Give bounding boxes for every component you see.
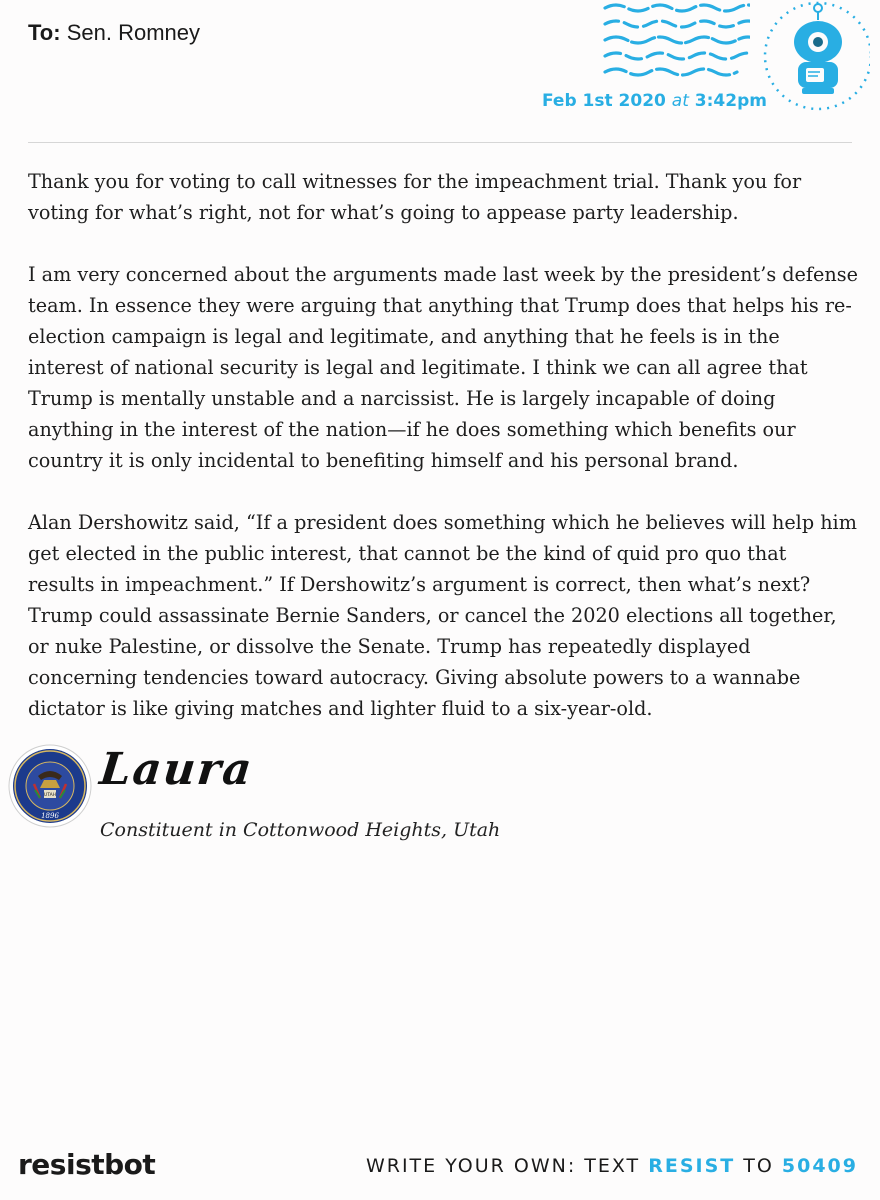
header-divider — [28, 142, 852, 143]
cta-to: TO — [743, 1155, 774, 1177]
postmark-at: at — [671, 91, 689, 111]
recipient-line — [28, 20, 200, 46]
cta-keyword: RESIST — [648, 1155, 736, 1177]
postmark-date-text: Feb 1st 2020 — [542, 91, 666, 111]
seal-utah-text: UTAH — [43, 793, 57, 798]
resistbot-logo: resistbot — [18, 1148, 156, 1181]
letter-paragraph: Thank you for voting to call witnesses for the impeachment trial. Thank you for voting for what’s right, not for what’s going to appease party leadership. — [28, 170, 802, 224]
postmark-date — [542, 91, 767, 111]
constituent-location: Constituent in Cottonwood Heights, Utah — [100, 819, 501, 841]
letter-paragraph: Alan Dershowitz said, “If a president does something which he believes will help him get elected in the public interest, that cannot be the kind of quid pro quo that results in impeachment.” If Dershowitz’s argument is correct, then what’s next? Trump could assassinate Bernie Sanders, or cancel the 2020 elections all together, or nuke Palestine, or dissolve the Senate. Trump has repeatedly displayed concerning tendencies toward autocracy. Giving absolute powers to a wannabe dictator is like giving matches and lighter fluid to a six-year-old. — [28, 511, 857, 720]
seal-year-text: 1896 — [41, 812, 59, 820]
signature-name: Laura — [97, 744, 256, 795]
write-your-own-cta — [366, 1155, 858, 1177]
cta-prefix: WRITE YOUR OWN: TEXT — [365, 1155, 641, 1177]
postmark-time: 3:42pm — [694, 91, 767, 111]
utah-state-seal-icon — [8, 744, 92, 828]
letter-body — [28, 166, 858, 755]
cta-number: 50409 — [781, 1155, 858, 1177]
recipient-name: Sen. Romney — [66, 20, 200, 45]
letter-paragraph: I am very concerned about the arguments made last week by the president’s defense team. In essence they were arguing that anything that Trump does that helps his re-election campaign is legal and legitimate, and anything that he feels is in the interest of national security is legal and legitimate. I think we can all agree that Trump is mentally unstable and a narcissist. He is largely incapable of doing anything in the interest of the nation—if he does something which benefits our country it is only incidental to benefiting himself and his personal brand. — [28, 263, 858, 472]
to-label: To: — [28, 20, 61, 45]
